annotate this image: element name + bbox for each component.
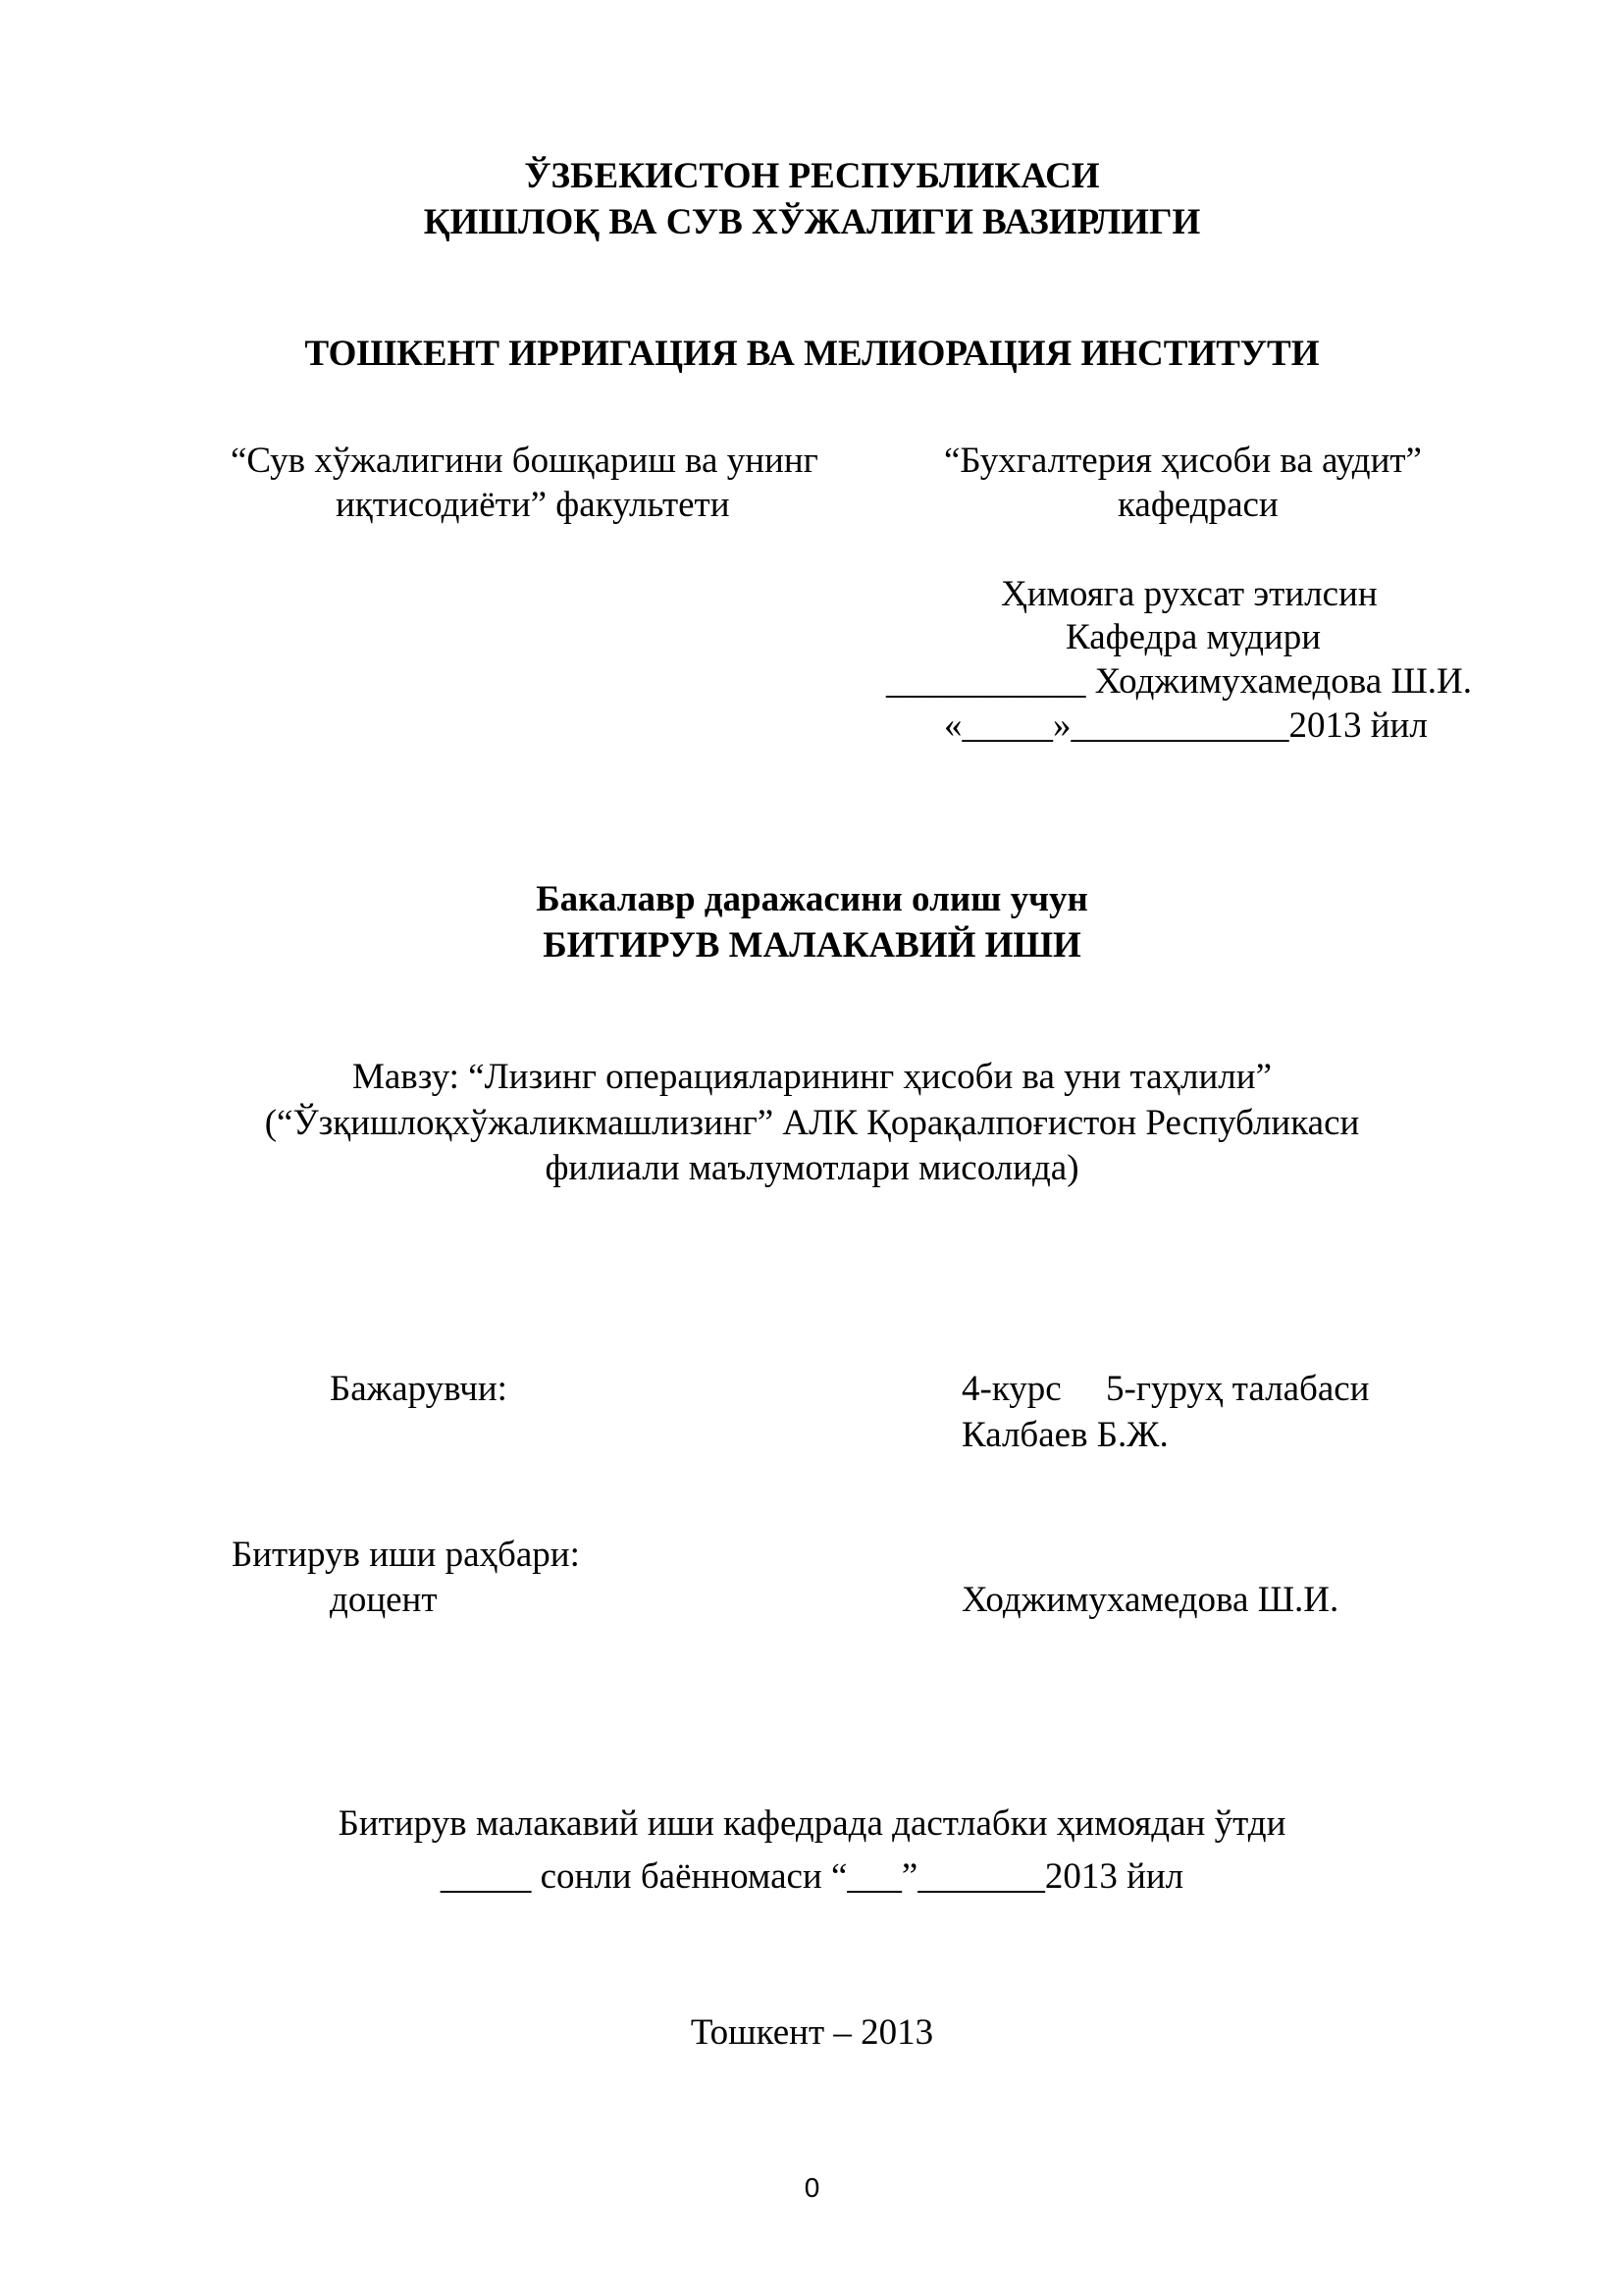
department-line-1: “Бухгалтерия ҳисоби ва аудит”	[944, 441, 1422, 481]
page-number: 0	[804, 2172, 820, 2203]
approval-date-line: «_____»____________2013 йил	[944, 705, 1428, 746]
defense-line-2: _____ сонли баённомаси “___”_______2013 йил	[440, 1856, 1184, 1897]
performer-label: Бажарувчи:	[330, 1369, 507, 1409]
approval-permission: Ҳимояга рухсат этилсин	[1001, 574, 1378, 614]
supervisor-position: доцент	[330, 1580, 438, 1620]
republic-heading: ЎЗБЕКИСТОН РЕСПУБЛИКАСИ	[524, 156, 1100, 196]
approval-signature-line: ___________ Ходжимухамедова Ш.И.	[886, 661, 1472, 702]
work-type-heading: БИТИРУВ МАЛАКАВИЙ ИШИ	[543, 925, 1081, 965]
performer-course: 4-курс	[962, 1369, 1062, 1409]
defense-line-1: Битирув малакавий иши кафедрада дастлабки ҳимоядан ўтди	[338, 1803, 1286, 1844]
faculty-line-2: иқтисодиёти” факультети	[336, 485, 730, 525]
city-year: Тошкент – 2013	[690, 2012, 934, 2053]
topic-line-3: филиали маълумотлари мисолида)	[545, 1148, 1079, 1188]
department-line-2: кафедраси	[1118, 485, 1279, 525]
topic-line-2: (“Ўзқишлоқхўжаликмашлизинг” АЛК Қорақалпоғистон Республикаси	[264, 1103, 1360, 1143]
supervisor-name: Ходжимухамедова Ш.И.	[962, 1580, 1339, 1620]
degree-line: Бакалавр даражасини олиш учун	[536, 879, 1088, 919]
supervisor-label: Битирув иши раҳбари:	[232, 1535, 580, 1575]
approval-head-title: Кафедра мудири	[1066, 617, 1322, 657]
faculty-line-1: “Сув хўжалигини бошқариш ва унинг	[231, 441, 818, 481]
ministry-heading: ҚИШЛОҚ ВА СУВ ХЎЖАЛИГИ ВАЗИРЛИГИ	[423, 202, 1201, 242]
performer-name: Калбаев Б.Ж.	[962, 1415, 1169, 1455]
topic-line-1: Мавзу: “Лизинг операцияларининг ҳисоби ва уни таҳлили”	[351, 1057, 1272, 1097]
performer-group: 5-гуруҳ талабаси	[1106, 1369, 1370, 1409]
institute-heading: ТОШКЕНТ ИРРИГАЦИЯ ВА МЕЛИОРАЦИЯ ИНСТИТУТИ	[304, 334, 1320, 374]
